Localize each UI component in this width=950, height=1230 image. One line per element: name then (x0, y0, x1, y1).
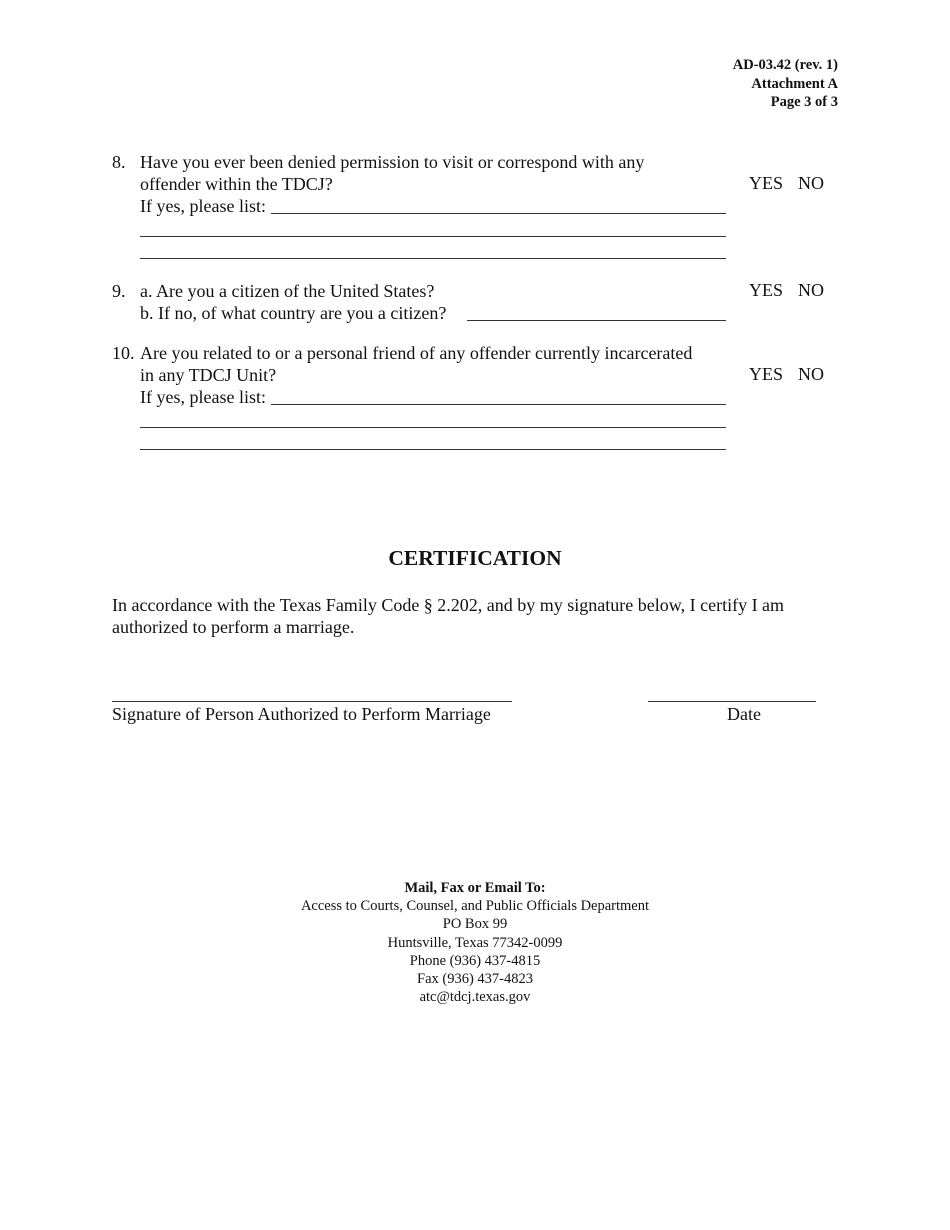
attachment-label: Attachment A (751, 75, 838, 92)
city-state-zip: Huntsville, Texas 77342-0099 (387, 934, 563, 951)
answer-line[interactable] (271, 404, 726, 405)
question-text-line: a. Are you a citizen of the United States? (140, 281, 435, 301)
question-text-line: in any TDCJ Unit? (140, 365, 277, 385)
yes-option[interactable]: YES (749, 364, 784, 384)
date-line[interactable] (648, 701, 816, 702)
list-prompt: If yes, please list: (140, 387, 266, 407)
yes-option[interactable]: YES (749, 173, 784, 193)
list-prompt: If yes, please list: (140, 196, 266, 216)
po-box: PO Box 99 (442, 916, 508, 933)
mail-heading: Mail, Fax or Email To: (404, 880, 546, 896)
answer-line[interactable] (140, 236, 726, 237)
answer-line[interactable] (271, 213, 726, 214)
fax-number: Fax (936) 437-4823 (417, 971, 533, 988)
email-address[interactable]: atc@tdcj.texas.gov (419, 989, 531, 1006)
department-name: Access to Courts, Counsel, and Public Officials Department (300, 898, 650, 915)
question-number: 10. (112, 343, 135, 363)
signature-line[interactable] (112, 701, 512, 702)
question-number: 9. (112, 281, 126, 301)
question-text-line: Are you related to or a personal friend of any offender currently incarcerated (140, 343, 693, 363)
question-text-line: Have you ever been denied permission to visit or correspond with any (140, 152, 645, 172)
signature-label: Signature of Person Authorized to Perform Marriage (112, 704, 491, 724)
question-text-line: offender within the TDCJ? (140, 174, 333, 194)
question-text-line: b. If no, of what country are you a citizen? (140, 303, 447, 323)
mail-info (0, 879, 950, 1006)
no-option[interactable]: NO (798, 280, 824, 300)
form-header (733, 56, 838, 112)
form-id: AD-03.42 (rev. 1) (732, 57, 838, 73)
certification-title: CERTIFICATION (388, 546, 562, 570)
no-option[interactable]: NO (798, 173, 824, 193)
certification-text: In accordance with the Texas Family Code § 2.202, and by my signature below, I certify I am authorized to perform a marriage. (112, 595, 785, 637)
answer-line[interactable] (140, 427, 726, 428)
answer-line[interactable] (140, 258, 726, 259)
page-number: Page 3 of 3 (770, 94, 838, 110)
yes-option[interactable]: YES (749, 280, 784, 300)
phone-number: Phone (936) 437-4815 (409, 952, 541, 969)
answer-line[interactable] (467, 320, 726, 321)
date-label: Date (727, 704, 761, 724)
no-option[interactable]: NO (798, 364, 824, 384)
question-number: 8. (112, 152, 126, 172)
answer-line[interactable] (140, 449, 726, 450)
